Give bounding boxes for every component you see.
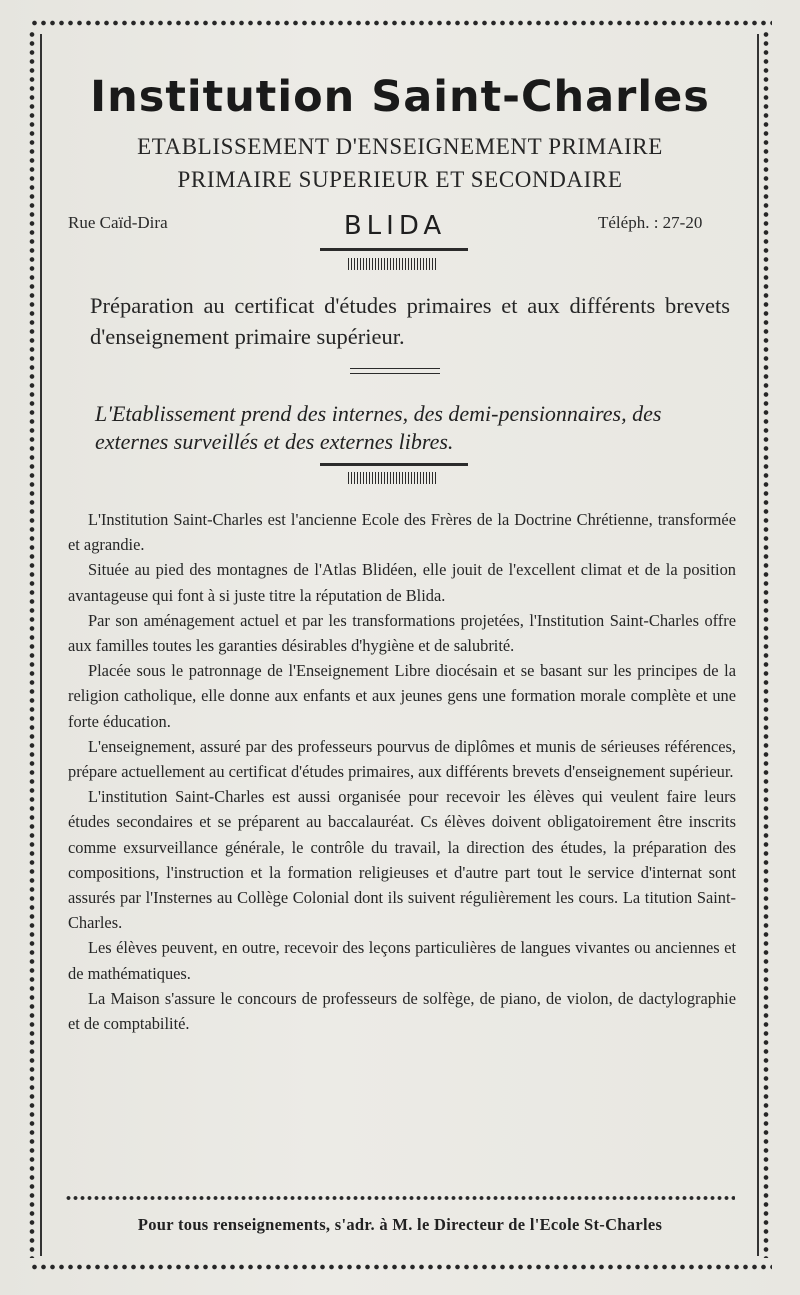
divider-rule xyxy=(320,463,468,466)
decorative-border-right xyxy=(761,30,771,1258)
paragraph: Les élèves peuvent, en outre, recevoir des leçons particulières de langues vivantes ou anciennes et de mathématiques. xyxy=(68,938,736,983)
subtitle-line-2: PRIMAIRE SUPERIEUR ET SECONDAIRE xyxy=(177,167,623,192)
divider-hatch xyxy=(348,258,438,270)
footer-separator xyxy=(65,1195,735,1201)
paragraph: Située au pied des montagnes de l'Atlas Blidéen, elle jouit de l'excellent climat et de la position avantageuse qui font à si juste titre la réputation de Blida. xyxy=(68,560,736,605)
divider-rule xyxy=(320,248,468,251)
page-title: Institution Saint-Charles xyxy=(90,72,710,122)
body-text xyxy=(68,507,736,1036)
divider-hatch xyxy=(348,472,438,484)
divider-double-rule-top xyxy=(350,368,440,369)
paragraph: La Maison s'assure le concours de professeurs de solfège, de piano, de violon, de dactylographie et de comptabilité. xyxy=(68,988,736,1034)
decorative-border-left xyxy=(27,30,37,1258)
footer-contact: Pour tous renseignements, s'adr. à M. le Directeur de l'Ecole St-Charles xyxy=(137,1215,663,1234)
boarding-info: L'Etablissement prend des internes, des demi-pensionnaires, des externes surveillés et des externes libres. xyxy=(95,401,662,454)
paragraph: L'Institution Saint-Charles est l'ancienne Ecole des Frères de la Doctrine Chrétienne, transformée et agrandie. xyxy=(68,510,736,555)
city-name: BLIDA xyxy=(343,211,447,241)
decorative-border-bottom xyxy=(30,1262,772,1272)
paragraph: Par son aménagement actuel et par les transformations projetées, l'Institution Saint-Charles offre aux familles toutes les garanties désirables d'hygiène et de salubrité. xyxy=(68,610,736,656)
divider-double-rule-bottom xyxy=(350,373,440,374)
preparation-text: Préparation au certificat d'études primaires et aux différents brevets d'enseignement primaire supérieur. xyxy=(90,293,730,349)
frame-line-right xyxy=(757,34,759,1256)
paragraph: L'institution Saint-Charles est aussi organisée pour recevoir les élèves qui veulent faire leurs études secondaires et se préparent au baccalauréat. Cs élèves doivent obligatoirement être inscrits comme exsurveillance générale, le contrôle du travail, la direction des études, la préparation des compositions, l'instruction et la formation religieuses et d'autre part tout le service d'internat sont assurés par l'Insternes au Collège Colonial dont ils suivent régulièrement les cours. La titution Saint-Charles. xyxy=(68,787,736,933)
address: Rue Caïd-Dira xyxy=(68,213,168,232)
subtitle-line-1: ETABLISSEMENT D'ENSEIGNEMENT PRIMAIRE xyxy=(137,134,663,159)
paragraph: Placée sous le patronnage de l'Enseignement Libre diocésain et se basant sur les principes de la religion catholique, elle donne aux enfants et aux jeunes gens une formation morale complète et une forte éducation. xyxy=(68,661,736,731)
phone-number: Téléph. : 27-20 xyxy=(598,213,703,232)
frame-line-left xyxy=(40,34,42,1256)
paragraph: L'enseignement, assuré par des professeurs pourvus de diplômes et munis de sérieuses références, prépare actuellement au certificat d'études primaires, aux différents brevets d'enseignement supérieur. xyxy=(68,736,736,782)
decorative-border-top xyxy=(30,18,772,28)
